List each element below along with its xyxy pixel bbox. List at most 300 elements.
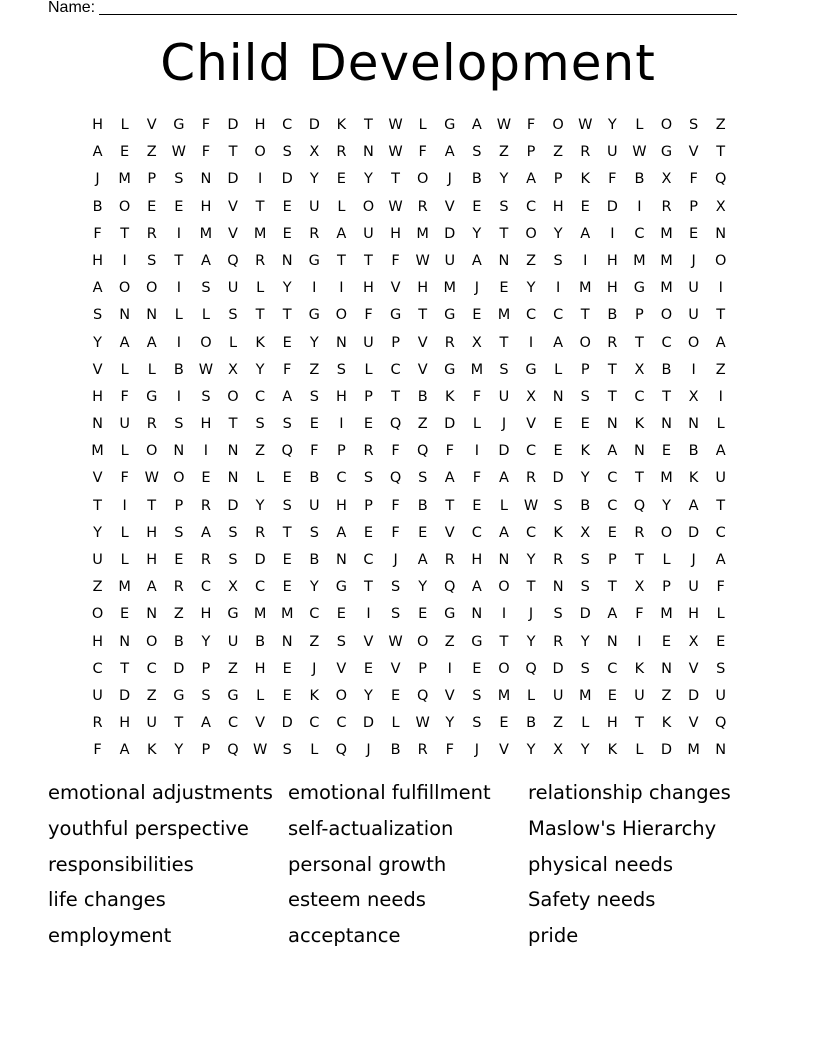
grid-row <box>84 684 735 711</box>
grid-letter: X <box>553 742 564 759</box>
grid-letter: A <box>200 252 211 269</box>
grid-letter: S <box>201 388 211 405</box>
grid-letter: M <box>199 225 213 242</box>
grid-letter: H <box>146 524 158 541</box>
grid-letter: M <box>280 606 294 623</box>
grid-letter: R <box>255 252 266 269</box>
grid-letter: T <box>634 470 644 487</box>
grid-letter: D <box>254 552 266 568</box>
grid-letter: O <box>146 633 158 650</box>
grid-letter: Z <box>146 687 157 704</box>
grid-letter: A <box>526 171 536 188</box>
grid-letter: K <box>634 416 645 433</box>
word-list-item: youthful perspective <box>48 816 249 840</box>
grid-letter: T <box>499 225 509 242</box>
grid-letter: C <box>336 470 347 487</box>
grid-letter: S <box>580 660 590 677</box>
grid-letter: E <box>499 715 509 732</box>
grid-letter: U <box>498 388 510 405</box>
page-title: Child Development <box>160 34 656 92</box>
grid-letter: V <box>336 660 347 677</box>
grid-letter: Z <box>526 252 537 269</box>
grid-letter: I <box>718 280 723 297</box>
grid-letter: E <box>282 470 292 487</box>
grid-letter: R <box>200 497 211 514</box>
grid-letter: E <box>282 579 292 596</box>
grid-letter: L <box>635 117 644 133</box>
grid-letter: T <box>364 117 373 133</box>
grid-letter: E <box>282 198 292 215</box>
grid-letter: B <box>417 388 428 405</box>
grid-letter: D <box>688 524 700 541</box>
grid-letter: H <box>552 198 564 215</box>
grid-letter: U <box>308 497 320 514</box>
grid-row <box>84 548 735 575</box>
grid-letter: N <box>633 443 645 460</box>
grid-letter: Y <box>255 361 265 378</box>
grid-letter: N <box>227 443 239 460</box>
word-list-item: personal growth <box>288 852 447 876</box>
grid-letter: S <box>228 552 238 568</box>
grid-letter: I <box>501 606 507 623</box>
grid-letter: J <box>528 606 534 623</box>
grid-letter: V <box>444 198 455 215</box>
grid-letter: I <box>583 252 588 269</box>
grid-letter: H <box>200 606 212 623</box>
grid-letter: E <box>472 198 482 215</box>
grid-letter: F <box>310 443 319 460</box>
grid-row <box>84 521 735 548</box>
grid-letter: Y <box>526 742 536 759</box>
grid-row <box>84 113 735 140</box>
grid-letter: A <box>715 552 726 568</box>
grid-letter: N <box>498 552 510 568</box>
grid-letter: M <box>416 225 429 242</box>
grid-letter: L <box>174 307 183 324</box>
grid-row <box>84 222 735 249</box>
grid-letter: F <box>120 470 129 487</box>
grid-letter: E <box>309 416 319 433</box>
grid-letter: E <box>282 687 292 704</box>
grid-letter: L <box>662 552 671 568</box>
grid-letter: L <box>256 280 265 297</box>
grid-letter: L <box>310 742 319 759</box>
grid-letter: K <box>553 524 563 541</box>
grid-letter: Z <box>715 117 726 133</box>
grid-letter: P <box>174 497 184 514</box>
grid-letter: B <box>417 497 428 514</box>
grid-letter: Z <box>444 633 455 650</box>
grid-letter: S <box>174 524 184 541</box>
grid-letter: D <box>227 117 239 133</box>
grid-letter: D <box>579 606 591 623</box>
grid-letter: Y <box>526 633 536 650</box>
grid-letter: N <box>335 552 347 568</box>
grid-letter: W <box>388 633 403 650</box>
grid-letter: M <box>497 687 511 704</box>
grid-letter: T <box>607 579 617 596</box>
grid-letter: D <box>119 687 131 704</box>
grid-row <box>84 494 735 521</box>
grid-letter: L <box>256 687 265 704</box>
grid-letter: U <box>363 334 374 351</box>
grid-letter: S <box>336 633 346 650</box>
grid-letter: T <box>634 334 644 351</box>
grid-letter: V <box>688 715 699 732</box>
grid-letter: Q <box>525 660 537 677</box>
grid-letter: V <box>444 524 455 541</box>
grid-letter: W <box>415 715 430 732</box>
grid-letter: V <box>688 660 699 677</box>
grid-letter: B <box>173 361 184 378</box>
grid-letter: E <box>499 280 509 297</box>
grid-letter: A <box>417 552 428 568</box>
grid-letter: F <box>445 443 454 460</box>
grid-letter: F <box>391 443 400 460</box>
grid-letter: F <box>391 497 400 514</box>
grid-letter: Y <box>580 633 590 650</box>
grid-letter: T <box>499 334 509 351</box>
grid-letter: O <box>416 171 429 188</box>
grid-letter: A <box>336 524 347 541</box>
grid-letter: I <box>447 660 452 677</box>
grid-letter: F <box>472 388 482 405</box>
grid-letter: S <box>553 252 563 269</box>
grid-letter: L <box>635 742 644 759</box>
grid-letter: F <box>445 742 454 759</box>
grid-letter: V <box>92 361 103 378</box>
grid-letter: G <box>444 117 456 133</box>
grid-letter: K <box>607 742 618 759</box>
grid-letter: S <box>174 416 184 433</box>
grid-letter: T <box>662 388 671 405</box>
grid-letter: D <box>281 171 293 188</box>
grid-letter: T <box>255 307 265 324</box>
grid-letter: T <box>418 307 428 324</box>
grid-letter: B <box>173 633 184 650</box>
grid-letter: K <box>445 388 455 405</box>
grid-letter: G <box>227 687 239 704</box>
grid-letter: F <box>472 470 482 487</box>
grid-letter: J <box>393 552 398 568</box>
grid-row <box>84 276 735 303</box>
grid-letter: Y <box>499 171 509 188</box>
grid-letter: Y <box>418 579 428 596</box>
grid-letter: Z <box>92 579 103 596</box>
grid-letter: Y <box>472 225 482 242</box>
grid-letter: W <box>198 361 214 378</box>
name-blank-line <box>99 0 737 15</box>
grid-letter: O <box>498 660 510 677</box>
grid-letter: Z <box>309 633 320 650</box>
grid-letter: W <box>144 470 159 487</box>
grid-letter: O <box>660 524 673 541</box>
grid-letter: K <box>255 334 265 351</box>
grid-letter: E <box>607 687 617 704</box>
grid-letter: J <box>474 280 479 297</box>
grid-letter: A <box>471 579 482 596</box>
grid-letter: Z <box>173 606 184 623</box>
grid-letter: G <box>335 579 348 596</box>
grid-letter: N <box>661 660 672 677</box>
grid-letter: S <box>553 497 563 514</box>
grid-letter: L <box>364 361 373 378</box>
grid-letter: L <box>201 307 210 324</box>
grid-letter: T <box>174 252 184 269</box>
grid-letter: A <box>119 742 130 759</box>
grid-letter: X <box>526 388 537 405</box>
grid-letter: N <box>92 416 103 433</box>
grid-letter: H <box>471 552 483 568</box>
grid-letter: N <box>552 579 564 596</box>
grid-letter: E <box>418 524 428 541</box>
grid-letter: C <box>525 307 537 324</box>
grid-letter: J <box>312 660 317 677</box>
grid-letter: T <box>716 497 726 514</box>
grid-letter: T <box>93 497 102 514</box>
grid-letter: E <box>553 416 563 433</box>
grid-letter: X <box>228 579 238 596</box>
grid-letter: Y <box>282 280 292 297</box>
grid-letter: L <box>120 117 129 133</box>
grid-letter: R <box>309 225 320 242</box>
grid-letter: C <box>200 579 211 596</box>
grid-letter: Q <box>714 715 727 732</box>
grid-letter: X <box>228 361 238 378</box>
grid-letter: Y <box>309 171 319 188</box>
grid-letter: Z <box>255 443 266 460</box>
grid-letter: D <box>688 687 700 704</box>
grid-letter: L <box>418 117 427 133</box>
grid-letter: M <box>253 225 267 242</box>
grid-row <box>84 303 735 330</box>
grid-letter: E <box>580 198 590 215</box>
grid-letter: O <box>335 687 348 704</box>
grid-letter: A <box>444 470 455 487</box>
grid-letter: Y <box>93 524 102 541</box>
grid-letter: E <box>363 524 374 541</box>
grid-letter: M <box>470 361 484 378</box>
grid-letter: C <box>309 606 320 623</box>
grid-letter: F <box>283 361 292 378</box>
grid-letter: Y <box>607 117 617 133</box>
grid-letter: T <box>228 144 238 161</box>
grid-letter: D <box>227 171 239 188</box>
grid-letter: W <box>388 144 403 161</box>
grid-letter: C <box>525 524 537 541</box>
grid-letter: T <box>120 660 130 677</box>
grid-letter: A <box>146 334 157 351</box>
grid-letter: I <box>637 633 642 650</box>
grid-letter: I <box>339 280 344 297</box>
grid-letter: C <box>92 660 103 677</box>
grid-letter: E <box>174 198 184 215</box>
grid-letter: E <box>689 225 699 242</box>
grid-letter: V <box>417 361 428 378</box>
name-field <box>48 0 748 20</box>
grid-letter: T <box>336 252 346 269</box>
grid-letter: X <box>688 388 699 405</box>
grid-letter: F <box>526 117 536 133</box>
grid-letter: K <box>309 687 320 704</box>
grid-letter: R <box>146 416 157 433</box>
grid-letter: Y <box>255 497 265 514</box>
grid-letter: H <box>390 225 402 242</box>
grid-letter: F <box>364 307 373 324</box>
grid-letter: D <box>308 117 320 133</box>
grid-letter: A <box>607 443 618 460</box>
grid-letter: R <box>526 470 537 487</box>
grid-letter: A <box>92 144 103 161</box>
grid-letter: Q <box>416 443 429 460</box>
grid-letter: E <box>174 552 184 568</box>
grid-letter: R <box>580 144 591 161</box>
grid-letter: N <box>281 252 293 269</box>
grid-letter: Y <box>445 715 455 732</box>
grid-letter: A <box>200 524 211 541</box>
grid-letter: B <box>580 497 591 514</box>
grid-letter: B <box>634 171 645 188</box>
grid-letter: Y <box>553 225 563 242</box>
grid-letter: M <box>633 252 646 269</box>
grid-letter: W <box>388 198 403 215</box>
grid-letter: E <box>607 524 617 541</box>
grid-letter: S <box>228 307 238 324</box>
word-list-item: relationship changes <box>528 781 731 804</box>
grid-row <box>84 439 735 466</box>
grid-letter: T <box>716 144 726 161</box>
grid-letter: O <box>335 307 348 324</box>
grid-letter: T <box>364 252 373 269</box>
grid-letter: J <box>447 171 452 188</box>
grid-letter: R <box>146 225 157 242</box>
grid-letter: O <box>525 225 537 242</box>
grid-letter: F <box>418 144 427 161</box>
grid-letter: T <box>255 198 265 215</box>
grid-letter: V <box>363 633 374 650</box>
word-list-item: Maslow's Hierarchy <box>528 816 717 840</box>
grid-letter: U <box>688 579 699 596</box>
grid-letter: H <box>119 715 131 732</box>
grid-letter: I <box>637 198 642 215</box>
grid-letter: K <box>688 470 699 487</box>
grid-letter: D <box>362 715 375 732</box>
grid-letter: L <box>716 416 725 433</box>
grid-letter: F <box>93 742 102 759</box>
grid-letter: N <box>688 416 700 433</box>
grid-letter: I <box>203 443 209 460</box>
grid-letter: R <box>553 552 564 568</box>
grid-letter: G <box>525 361 537 378</box>
grid-letter: N <box>281 633 293 650</box>
grid-letter: S <box>390 606 401 623</box>
grid-letter: L <box>337 198 346 215</box>
grid-letter: R <box>607 334 618 351</box>
grid-letter: S <box>282 416 292 433</box>
grid-letter: H <box>200 198 212 215</box>
grid-letter: Z <box>228 660 238 677</box>
grid-letter: N <box>606 416 618 433</box>
grid-letter: U <box>715 687 727 704</box>
grid-letter: M <box>660 280 673 297</box>
grid-letter: S <box>472 687 482 704</box>
grid-letter: B <box>661 361 672 378</box>
grid-letter: J <box>501 416 507 433</box>
grid-letter: Y <box>580 470 590 487</box>
grid-letter: S <box>255 416 265 433</box>
grid-letter: M <box>578 687 592 704</box>
grid-letter: K <box>634 660 645 677</box>
grid-letter: V <box>688 144 699 161</box>
grid-letter: A <box>146 579 157 596</box>
grid-letter: F <box>120 388 129 405</box>
grid-letter: G <box>389 307 402 324</box>
grid-letter: C <box>607 497 618 514</box>
grid-letter: K <box>336 117 347 133</box>
grid-letter: B <box>390 742 401 759</box>
grid-letter: W <box>415 252 430 269</box>
grid-letter: N <box>173 443 185 460</box>
grid-letter: P <box>418 660 428 677</box>
grid-letter: T <box>716 307 726 324</box>
grid-letter: O <box>552 117 564 133</box>
grid-letter: L <box>120 361 129 378</box>
grid-letter: A <box>715 334 726 351</box>
grid-letter: C <box>471 524 482 541</box>
grid-letter: N <box>661 416 672 433</box>
grid-letter: O <box>498 579 510 596</box>
grid-letter: Z <box>553 144 564 161</box>
grid-letter: Q <box>227 252 239 269</box>
grid-letter: A <box>498 470 509 487</box>
word-list-item: esteem needs <box>288 888 426 912</box>
grid-letter: O <box>687 334 700 351</box>
grid-letter: D <box>606 198 618 215</box>
grid-letter: J <box>366 742 371 759</box>
grid-letter: H <box>92 252 103 269</box>
grid-letter: U <box>607 144 618 161</box>
grid-letter: L <box>716 606 725 623</box>
grid-letter: O <box>254 144 266 161</box>
grid-letter: I <box>257 171 263 188</box>
grid-letter: R <box>173 579 184 596</box>
grid-letter: E <box>363 660 374 677</box>
grid-letter: I <box>556 280 561 297</box>
grid-letter: P <box>526 144 536 161</box>
grid-letter: E <box>282 552 292 568</box>
grid-letter: K <box>146 742 157 759</box>
grid-letter: Y <box>526 280 536 297</box>
grid-letter: B <box>471 171 482 188</box>
grid-letter: K <box>580 171 590 188</box>
grid-letter: S <box>580 579 590 596</box>
word-list-item: self-actualization <box>288 816 454 840</box>
grid-letter: T <box>634 552 644 568</box>
grid-letter: F <box>635 606 644 623</box>
grid-letter: F <box>93 225 102 242</box>
grid-row <box>84 575 735 602</box>
grid-letter: R <box>363 443 374 460</box>
grid-letter: B <box>309 552 320 568</box>
grid-letter: E <box>553 443 563 460</box>
grid-letter: W <box>523 497 539 514</box>
grid-letter: X <box>309 144 320 161</box>
grid-letter: S <box>689 117 699 133</box>
grid-letter: D <box>227 497 239 514</box>
word-list-item: emotional fulfillment <box>288 781 491 804</box>
grid-letter: V <box>390 660 401 677</box>
grid-letter: T <box>364 579 373 596</box>
